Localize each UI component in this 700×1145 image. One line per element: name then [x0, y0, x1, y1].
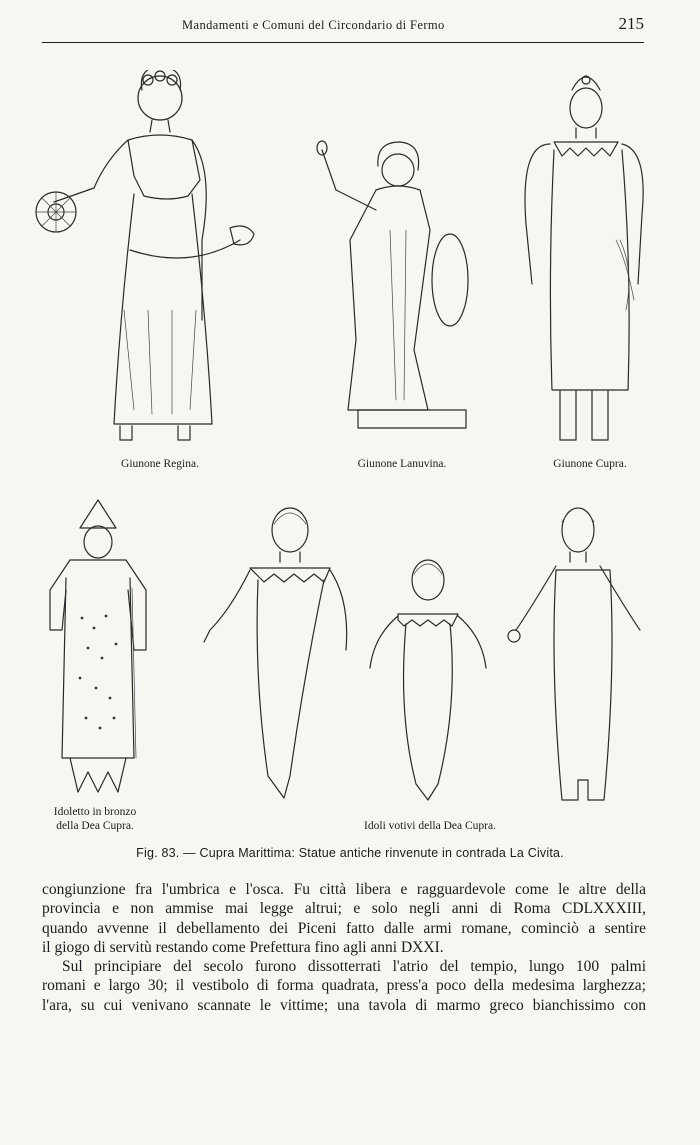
body-text [42, 880, 646, 1015]
text-line: il giogo di servitù restando come Prefettura fino agli anni DXXI. [42, 938, 444, 956]
paragraph-1 [42, 880, 646, 957]
running-title: Mandamenti e Comuni del Circondario di Fermo [182, 18, 445, 32]
page-number: 215 [618, 14, 644, 33]
header-rule [42, 42, 644, 43]
caption-giunone-lanuvina: Giunone Lanuvina. [357, 458, 447, 470]
text-line: romani e largo 30; il vestibolo di forma quadrata, press'a poco della medesima larghezza; [42, 977, 646, 995]
caption-giunone-cupra: Giunone Cupra. [553, 458, 627, 470]
text-line: provincia e non ammise mai legge altrui; e solo negli anni di Roma CDLXXXIII, [42, 900, 646, 918]
caption-giunone-regina: Giunone Regina. [121, 458, 199, 470]
text-line: quando avvenne il debellamento dei Piceni fatto dalle armi romane, cominciò a sentire [42, 919, 646, 937]
text-line: Sul principiare del secolo furono dissotterrati l'atrio del tempio, lungo 100 palmi [62, 958, 646, 976]
text-line: l'ara, su cui venivano scannate le vittime; una tavola di marmo greco bianchissimo con [42, 996, 646, 1014]
paragraph-2 [42, 957, 646, 1015]
caption-idoletto-line1: Idoletto in bronzo [53, 806, 137, 818]
caption-idoli-votivi: Idoli votivi della Dea Cupra. [364, 820, 496, 832]
idoletto-bronzo-illustration [40, 498, 160, 798]
giunone-regina-illustration [30, 70, 280, 450]
giunone-cupra-illustration [520, 60, 650, 455]
figure-caption: Fig. 83. — Cupra Marittima: Statue antiche rinvenute in contrada La Civita. [136, 846, 564, 860]
idoli-votivi-illustration [200, 490, 670, 815]
running-header [42, 14, 644, 44]
giunone-lanuvina-illustration [300, 140, 470, 450]
caption-idoletto-line2: della Dea Cupra. [56, 820, 134, 832]
text-line: congiunzione fra l'umbrica e l'osca. Fu città libera e ragguardevole come le altre della [42, 881, 646, 898]
